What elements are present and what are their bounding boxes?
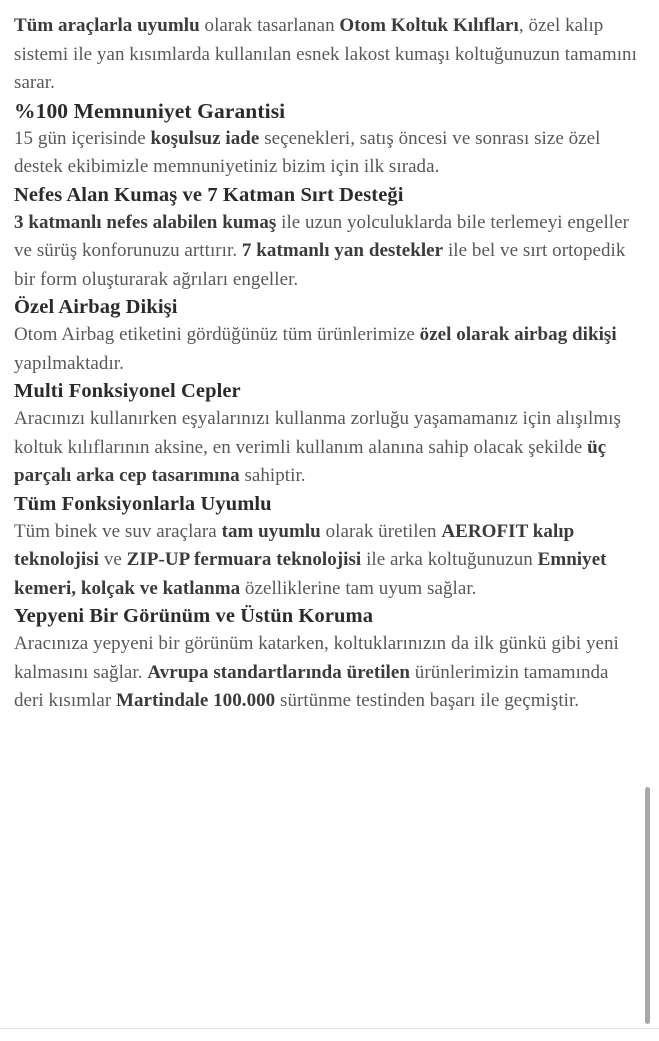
intro-strong-all-vehicles: Tüm araçlarla uyumlu — [14, 15, 200, 36]
compatibility-strong-fully-compatible: tam uyumlu — [221, 520, 321, 542]
pockets-plain-1: Aracınızı kullanırken eşyalarınızı kullanma zorluğu yaşamamanız için alışılmış koltuk kılıflarının aksine, en verimli kullanım alanına sahip olacak şekilde — [14, 408, 621, 458]
guarantee-paragraph — [14, 125, 637, 182]
compatibility-strong-seatbelt-armrest: Emniyet kemeri, kolçak ve katlanma — [14, 549, 607, 599]
compatibility-paragraph — [14, 518, 637, 604]
heading-airbag-stitching: Özel Airbag Dikişi — [14, 296, 178, 318]
protection-plain-2: ürünlerimizin tamamında deri kısımlar — [14, 661, 609, 711]
heading-breathable-fabric: Nefes Alan Kumaş ve 7 Katman Sırt Desteği — [14, 183, 404, 206]
protection-strong-european-standards: Avrupa standartlarında üretilen — [147, 661, 410, 683]
compatibility-plain-3: ve — [99, 549, 127, 570]
protection-strong-martindale: Martindale 100.000 — [116, 690, 276, 711]
fabric-strong-7-layer: 7 katmanlı yan destekler — [241, 240, 444, 261]
airbag-plain-1: Otom Airbag etiketini gördüğünüz tüm ürünlerimize — [14, 324, 420, 345]
compatibility-plain-4: ile arka koltuğunuzun — [361, 549, 538, 570]
fabric-plain-2: ile bel ve sırt ortopedik bir form oluşturarak ağrıları engeller. — [14, 240, 626, 290]
pockets-strong-three-piece: üç parçalı arka cep tasarımına — [14, 436, 607, 486]
pockets-plain-2: sahiptir. — [239, 465, 306, 486]
bottom-divider — [0, 1028, 659, 1029]
protection-paragraph — [14, 630, 637, 716]
compatibility-strong-aerofit: AEROFIT kalıp teknolojisi — [14, 520, 575, 570]
fabric-strong-3-layer: 3 katmanlı nefes alabilen kumaş — [14, 211, 277, 233]
guarantee-plain-1: 15 gün içerisinde — [14, 127, 151, 149]
compatibility-plain-5: özelliklerine tam uyum sağlar. — [240, 577, 477, 599]
intro-strong-product-name: Otom Koltuk Kılıfları — [339, 15, 519, 36]
airbag-strong-special-stitching: özel olarak airbag dikişi — [419, 324, 617, 345]
intro-plain-1: olarak tasarlanan — [199, 15, 340, 36]
intro-paragraph — [14, 12, 637, 98]
heading-full-function-compatibility: Tüm Fonksiyonlarla Uyumlu — [14, 492, 272, 515]
airbag-plain-2: yapılmaktadır. — [14, 352, 124, 374]
compatibility-strong-zipup: ZIP-UP fermuara teknolojisi — [126, 549, 362, 570]
guarantee-strong-free-return: koşulsuz iade — [150, 127, 260, 149]
compatibility-plain-2: olarak üretilen — [320, 520, 442, 542]
protection-plain-3: sürtünme testinden başarı ile geçmiştir. — [275, 690, 580, 711]
heading-multifunctional-pockets: Multi Fonksiyonel Cepler — [14, 380, 241, 402]
compatibility-plain-1: Tüm binek ve suv araçlara — [14, 520, 222, 542]
guarantee-plain-2: seçenekleri, satış öncesi ve sonrası size özel destek ekibimizle memnuniyetiniz bizim için ilk sırada. — [14, 127, 601, 177]
heading-new-look-superior-protection: Yepyeni Bir Görünüm ve Üstün Koruma — [14, 605, 374, 627]
heading-satisfaction-guarantee: %100 Memnuniyet Garantisi — [14, 98, 286, 123]
protection-plain-1: Aracınıza yepyeni bir görünüm katarken, koltuklarınızın da ilk günkü gibi yeni kalmasını sağlar. — [14, 633, 619, 683]
fabric-paragraph — [14, 209, 637, 295]
pockets-paragraph — [14, 405, 637, 491]
fabric-plain-1: ile uzun yolculuklarda bile terlemeyi engeller ve sürüş konforunuzu arttırır. — [14, 211, 629, 261]
intro-plain-2: , özel kalıp sistemi ile yan kısımlarda kullanılan esnek lakost kumaşı koltuğunuzun tamamını sarar. — [14, 15, 637, 93]
vertical-scrollbar-thumb[interactable] — [645, 787, 650, 1024]
airbag-paragraph — [14, 321, 637, 378]
